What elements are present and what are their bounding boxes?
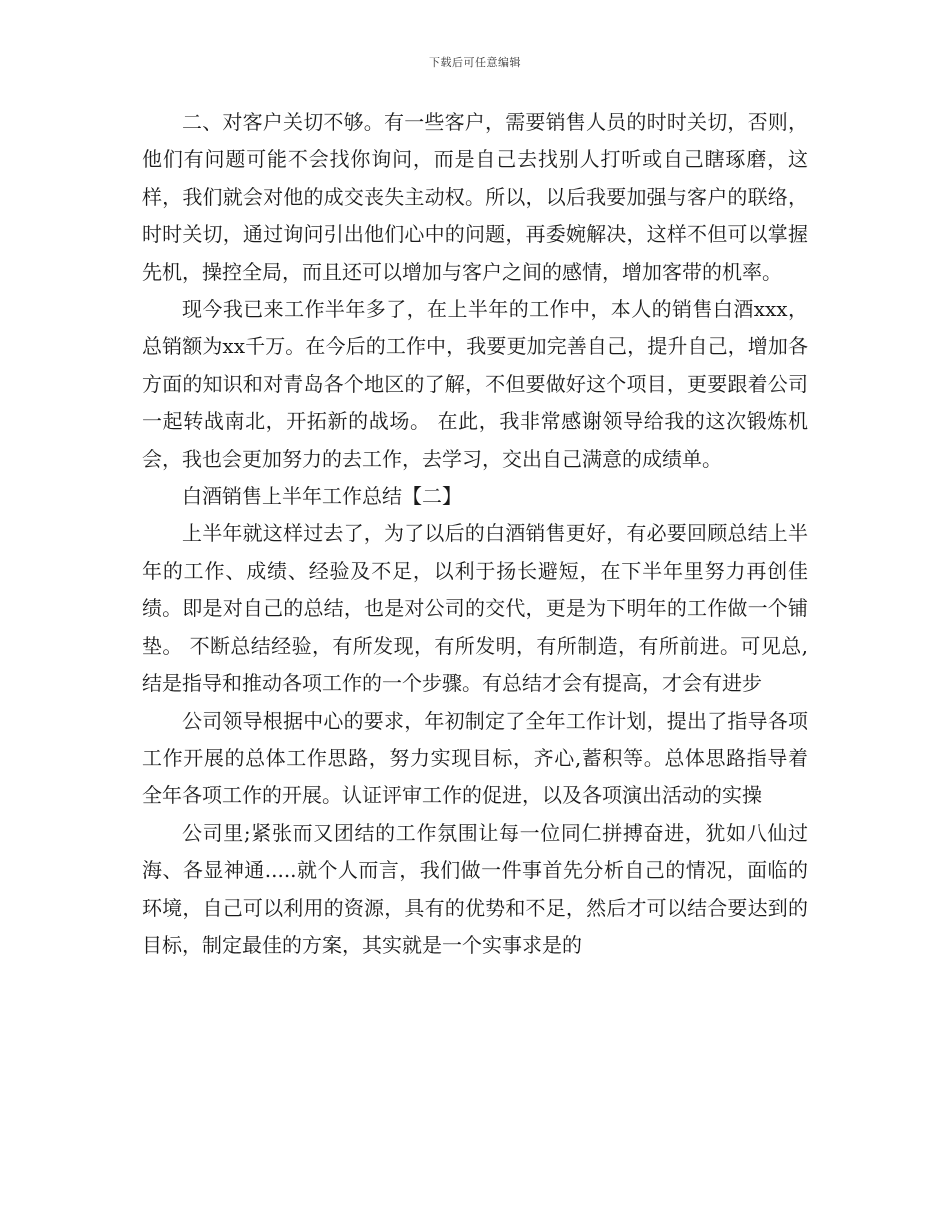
paragraph-review: 上半年就这样过去了，为了以后的白酒销售更好，有必要回顾总结上半年的工作、成绩、经验及不足，以利于扬长避短，在下半年里努力再创佳绩。即是对自己的总结，也是对公司的交代，更是为下明年的工作做一个铺垫。 不断总结经验，有所发现，有所发明，有所制造，有所前进。可见总,结是指导和推动各项工作的一个步骤。有总结才会有提高，才会有进步: [142, 521, 808, 696]
paragraph-company-plan: 公司领导根据中心的要求，年初制定了全年工作计划，提出了指导各项工作开展的总体工作思路，努力实现目标，齐心,蓄积等。总体思路指导着全年各项工作的开展。认证评审工作的促进，以及各项演出活动的实操: [142, 708, 808, 808]
document-body: [142, 104, 808, 964]
paragraph-work-atmosphere: 公司里;紧张而又团结的工作氛围让每一位同仁拼搏奋进，犹如八仙过海、各显神通.....就个人而言，我们做一件事首先分析自己的情况，面临的环境，自己可以利用的资源，具有的优势和不足，然后才可以结合要达到的目标，制定最佳的方案，其实就是一个实事求是的: [142, 820, 808, 957]
paragraph-half-year-summary: 现今我已来工作半年多了，在上半年的工作中，本人的销售白酒xxx，总销额为xx千万。在今后的工作中，我要更加完善自己，提升自己，增加各方面的知识和对青岛各个地区的了解，不但要做好这个项目，更要跟着公司一起转战南北，开拓新的战场。 在此，我非常感谢领导给我的这次锻炼机会，我也会更加努力的去工作，去学习，交出自己满意的成绩单。: [142, 297, 808, 471]
section-heading: 白酒销售上半年工作总结【二】: [182, 484, 462, 509]
paragraph-customer-care: 二、对客户关切不够。有一些客户，需要销售人员的时时关切，否则，他们有问题可能不会找你询问，而是自己去找别人打听或自己瞎琢磨，这样，我们就会对他的成交丧失主动权。所以，以后我要加强与客户的联络，时时关切，通过询问引出他们心中的问题，再委婉解决，这样不但可以掌握先机，操控全局，而且还可以增加与客户之间的感情，增加客带的机率。: [142, 110, 808, 284]
header-note: 下载后可任意编辑: [429, 56, 521, 69]
